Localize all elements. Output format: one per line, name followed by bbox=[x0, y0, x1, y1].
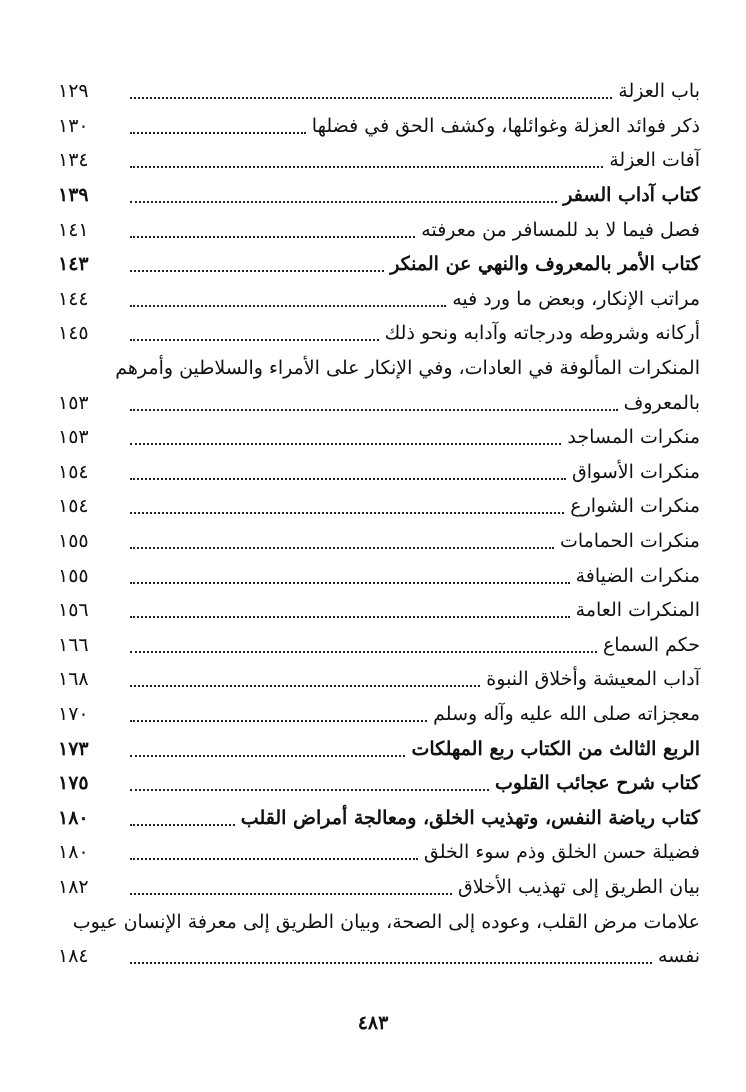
toc-page-number: ١٥٤ bbox=[58, 495, 89, 518]
toc-entry[interactable] bbox=[58, 178, 700, 213]
toc-entry-title: كتاب الأمر بالمعروف والنهي عن المنكر bbox=[390, 253, 700, 276]
toc-page-number: ١٥٣ bbox=[58, 391, 89, 414]
dot-leader bbox=[130, 824, 235, 826]
toc-page-number: ١٨٤ bbox=[58, 945, 89, 968]
toc-entry[interactable] bbox=[58, 385, 700, 420]
toc-entry[interactable] bbox=[58, 455, 700, 490]
toc-entry-title: ذكر فوائد العزلة وغوائلها، وكشف الحق في فضلها bbox=[311, 114, 700, 137]
toc-entry-title: منكرات الحمامات bbox=[559, 530, 700, 553]
toc-entry-title: مراتب الإنكار، وبعض ما ورد فيه bbox=[452, 287, 700, 310]
toc-entry-title: منكرات الضيافة bbox=[575, 564, 700, 587]
toc-entry[interactable] bbox=[58, 731, 700, 766]
toc-page-number: ١٣٩ bbox=[58, 184, 89, 207]
dot-leader bbox=[130, 97, 612, 99]
dot-leader bbox=[130, 132, 306, 134]
toc-entry-continuation: بالمعروف bbox=[623, 391, 700, 414]
toc-entry[interactable] bbox=[58, 628, 700, 663]
toc-entry-title: أركانه وشروطه ودرجاته وآدابه ونحو ذلك bbox=[384, 322, 700, 345]
dot-leader bbox=[130, 755, 405, 757]
toc-entry[interactable] bbox=[58, 558, 700, 593]
toc-page-number: ١٤١ bbox=[58, 218, 89, 241]
table-of-contents bbox=[58, 74, 700, 973]
toc-page-number: ١٣٠ bbox=[58, 114, 89, 137]
toc-entry[interactable] bbox=[58, 593, 700, 628]
toc-entry[interactable] bbox=[58, 766, 700, 801]
dot-leader bbox=[130, 478, 566, 480]
toc-page-number: ١٧٠ bbox=[58, 702, 89, 725]
toc-page-number: ١٨٢ bbox=[58, 875, 89, 898]
toc-page-number: ١٧٥ bbox=[58, 772, 89, 795]
toc-entry[interactable] bbox=[58, 316, 700, 351]
dot-leader bbox=[130, 962, 652, 964]
dot-leader bbox=[130, 858, 418, 860]
dot-leader bbox=[130, 409, 618, 411]
toc-page-number: ١٥٤ bbox=[58, 460, 89, 483]
toc-entry-title: آفات العزلة bbox=[609, 149, 700, 172]
toc-page-number: ١٣٤ bbox=[58, 149, 89, 172]
toc-entry-title: المنكرات المألوفة في العادات، وفي الإنكار على الأمراء والسلاطين وأمرهم bbox=[115, 357, 700, 380]
toc-entry-continuation: نفسه bbox=[657, 945, 700, 968]
dot-leader bbox=[130, 512, 564, 514]
dot-leader bbox=[130, 893, 452, 895]
toc-entry[interactable] bbox=[58, 74, 700, 109]
toc-entry[interactable] bbox=[58, 489, 700, 524]
toc-entry-title: فضيلة حسن الخلق وذم سوء الخلق bbox=[423, 841, 700, 864]
toc-entry-title: منكرات الأسواق bbox=[572, 460, 700, 483]
dot-leader bbox=[130, 789, 489, 791]
toc-entry-title: آداب المعيشة وأخلاق النبوة bbox=[486, 668, 700, 691]
dot-leader bbox=[130, 305, 446, 307]
dot-leader bbox=[130, 201, 557, 203]
toc-entry-title: علامات مرض القلب، وعوده إلى الصحة، وبيان الطريق إلى معرفة الإنسان عيوب bbox=[72, 910, 700, 933]
dot-leader bbox=[130, 582, 570, 584]
toc-page-number: ١٤٥ bbox=[58, 322, 89, 345]
toc-page-number: ١٨٠ bbox=[58, 841, 89, 864]
toc-entry-title: المنكرات العامة bbox=[575, 599, 700, 622]
toc-page-number: ١٧٣ bbox=[58, 737, 89, 760]
toc-entry[interactable] bbox=[58, 247, 700, 282]
toc-entry[interactable] bbox=[58, 212, 700, 247]
dot-leader bbox=[130, 685, 480, 687]
toc-page-number: ١٥٥ bbox=[58, 564, 89, 587]
dot-leader bbox=[130, 443, 561, 445]
dot-leader bbox=[130, 651, 597, 653]
toc-entry-title: معجزاته صلى الله عليه وآله وسلم bbox=[433, 702, 700, 725]
toc-entry[interactable] bbox=[58, 282, 700, 317]
toc-entry[interactable] bbox=[58, 939, 700, 974]
toc-entry[interactable] bbox=[58, 870, 700, 905]
toc-page-number: ١٥٥ bbox=[58, 530, 89, 553]
toc-page-number: ١٤٤ bbox=[58, 287, 89, 310]
toc-page-number: ١٥٦ bbox=[58, 599, 89, 622]
toc-entry[interactable] bbox=[58, 697, 700, 732]
toc-entry-first-line bbox=[58, 351, 700, 386]
toc-entry[interactable] bbox=[58, 524, 700, 559]
toc-entry[interactable] bbox=[58, 800, 700, 835]
toc-page-number: ١٦٨ bbox=[58, 668, 89, 691]
toc-page-number: ١٤٣ bbox=[58, 253, 89, 276]
toc-entry-title: منكرات المساجد bbox=[567, 426, 700, 449]
toc-page-number: ١٢٩ bbox=[58, 80, 89, 103]
dot-leader bbox=[130, 547, 554, 549]
toc-entry-first-line bbox=[58, 904, 700, 939]
toc-page-number: ١٨٠ bbox=[58, 806, 89, 829]
dot-leader bbox=[130, 339, 379, 341]
toc-entry[interactable] bbox=[58, 420, 700, 455]
toc-entry-title: منكرات الشوارع bbox=[570, 495, 700, 518]
toc-entry-title: فصل فيما لا بد للمسافر من معرفته bbox=[421, 218, 700, 241]
dot-leader bbox=[130, 720, 427, 722]
toc-entry-title: حكم السماع bbox=[602, 633, 700, 656]
dot-leader bbox=[130, 616, 570, 618]
toc-entry-title: بيان الطريق إلى تهذيب الأخلاق bbox=[458, 875, 700, 898]
dot-leader bbox=[130, 166, 603, 168]
page-number-footer: ٤٨٣ bbox=[357, 1012, 389, 1034]
toc-entry[interactable] bbox=[58, 835, 700, 870]
dot-leader bbox=[130, 270, 384, 272]
toc-entry-title: كتاب آداب السفر bbox=[563, 184, 700, 207]
toc-entry-title: كتاب رياضة النفس، وتهذيب الخلق، ومعالجة أمراض القلب bbox=[240, 806, 700, 829]
toc-entry-title: باب العزلة bbox=[618, 80, 700, 103]
toc-page-number: ١٦٦ bbox=[58, 633, 89, 656]
toc-page-number: ١٥٣ bbox=[58, 426, 89, 449]
toc-entry-title: كتاب شرح عجائب القلوب bbox=[495, 772, 700, 795]
toc-entry[interactable] bbox=[58, 662, 700, 697]
toc-entry[interactable] bbox=[58, 143, 700, 178]
toc-entry[interactable] bbox=[58, 109, 700, 144]
toc-entry-title: الربع الثالث من الكتاب ربع المهلكات bbox=[411, 737, 700, 760]
dot-leader bbox=[130, 236, 415, 238]
